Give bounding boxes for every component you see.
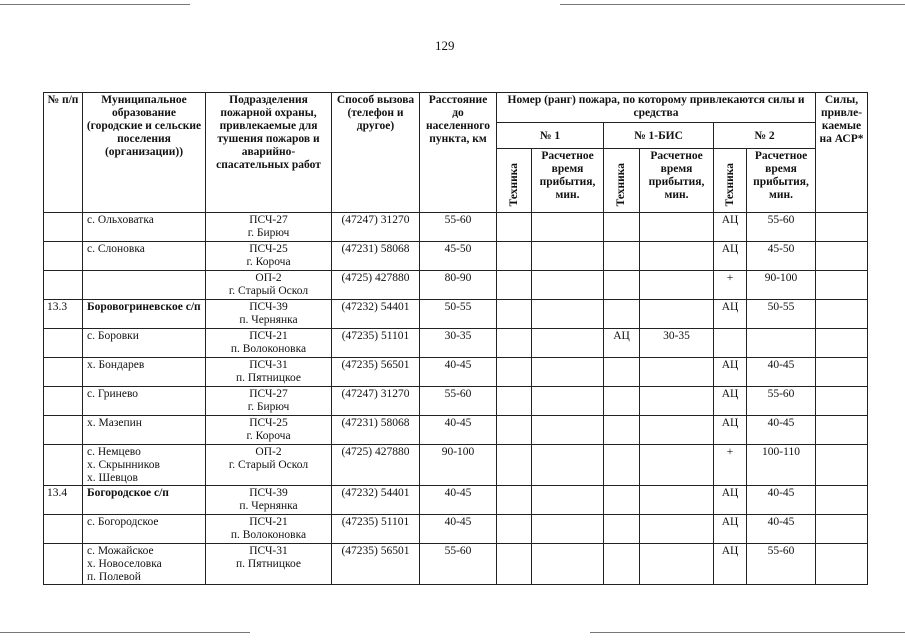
header-fire-number: Номер (ранг) пожара, по которому привлекаются силы и средства xyxy=(497,93,816,123)
row-number xyxy=(44,416,83,445)
asr-cell xyxy=(816,329,868,358)
municipality-cell xyxy=(83,544,206,585)
arrival-n2: 55-60 xyxy=(747,213,816,242)
municipality-name: х. Скрынников xyxy=(87,459,160,471)
distance-cell: 40-45 xyxy=(420,358,497,387)
equipment-n1bis xyxy=(604,515,640,544)
arrival-n1bis xyxy=(640,515,714,544)
unit-location: г. Бирюч xyxy=(247,227,290,239)
unit-name: ПСЧ-21 xyxy=(249,330,288,342)
phone-cell: (47232) 54401 xyxy=(332,486,420,515)
unit-cell xyxy=(206,486,332,515)
header-arrival-1bis: Расчетное время прибытия, мин. xyxy=(640,149,714,213)
phone-cell: (47247) 31270 xyxy=(332,387,420,416)
municipality-name: с. Боровки xyxy=(87,330,139,342)
phone-cell: (4725) 427880 xyxy=(332,271,420,300)
unit-cell xyxy=(206,271,332,300)
equipment-n2: АЦ xyxy=(714,515,747,544)
distance-cell: 50-55 xyxy=(420,300,497,329)
unit-cell xyxy=(206,416,332,445)
unit-cell xyxy=(206,544,332,585)
arrival-n2: 50-55 xyxy=(747,300,816,329)
row-number xyxy=(44,445,83,486)
municipality-name: Богородское с/п xyxy=(87,487,169,499)
equipment-n1bis: АЦ xyxy=(604,329,640,358)
row-number xyxy=(44,544,83,585)
arrival-n1 xyxy=(532,242,604,271)
table-row xyxy=(44,515,868,544)
asr-cell xyxy=(816,271,868,300)
equipment-n1 xyxy=(497,416,532,445)
row-number xyxy=(44,358,83,387)
arrival-n2: 100-110 xyxy=(747,445,816,486)
arrival-n2: 40-45 xyxy=(747,416,816,445)
phone-cell: (47235) 56501 xyxy=(332,544,420,585)
municipality-name: Боровогриневское с/п xyxy=(87,301,201,313)
table-row xyxy=(44,544,868,585)
equipment-n2 xyxy=(714,329,747,358)
municipality-cell xyxy=(83,358,206,387)
unit-name: ПСЧ-27 xyxy=(249,388,288,400)
equipment-n1 xyxy=(497,329,532,358)
unit-name: ПСЧ-21 xyxy=(249,516,288,528)
row-number xyxy=(44,515,83,544)
row-number: 13.3 xyxy=(44,300,83,329)
unit-location: п. Чернянка xyxy=(239,500,298,512)
arrival-n1bis xyxy=(640,416,714,445)
equipment-n1bis xyxy=(604,300,640,329)
table-row xyxy=(44,416,868,445)
arrival-n2: 40-45 xyxy=(747,358,816,387)
unit-cell xyxy=(206,242,332,271)
distance-cell: 55-60 xyxy=(420,213,497,242)
table-row xyxy=(44,271,868,300)
municipality-name: х. Новоселовка xyxy=(87,558,162,570)
municipality-cell xyxy=(83,486,206,515)
top-rule-left xyxy=(0,4,190,5)
unit-location: г. Бирюч xyxy=(247,401,290,413)
equipment-n2: АЦ xyxy=(714,387,747,416)
table-row xyxy=(44,358,868,387)
unit-name: ПСЧ-27 xyxy=(249,214,288,226)
equipment-n1 xyxy=(497,242,532,271)
row-number xyxy=(44,242,83,271)
equipment-n2: АЦ xyxy=(714,242,747,271)
equipment-n1 xyxy=(497,213,532,242)
row-number xyxy=(44,271,83,300)
distance-cell: 55-60 xyxy=(420,544,497,585)
arrival-n1 xyxy=(532,271,604,300)
municipality-name: с. Можайское xyxy=(87,545,154,557)
arrival-n1 xyxy=(532,416,604,445)
equipment-n1 xyxy=(497,544,532,585)
distance-cell: 90-100 xyxy=(420,445,497,486)
municipality-name: с. Слоновка xyxy=(87,243,145,255)
phone-cell: (47231) 58068 xyxy=(332,242,420,271)
header-units: Подразделения пожарной охраны, привлекаемые для тушения пожаров и аварийно-спасательных работ xyxy=(206,93,332,213)
unit-location: п. Пятницкое xyxy=(236,558,301,570)
header-asr: Силы, привле-каемые на АСР* xyxy=(816,93,868,213)
arrival-n1 xyxy=(532,445,604,486)
top-rule-right xyxy=(560,4,905,5)
arrival-n1bis xyxy=(640,387,714,416)
phone-cell: (47231) 58068 xyxy=(332,416,420,445)
equipment-n1bis xyxy=(604,242,640,271)
distance-cell: 40-45 xyxy=(420,486,497,515)
unit-location: п. Чернянка xyxy=(239,314,298,326)
equipment-n2: АЦ xyxy=(714,486,747,515)
municipality-cell xyxy=(83,242,206,271)
unit-location: г. Короча xyxy=(246,430,291,442)
equipment-n1bis xyxy=(604,486,640,515)
arrival-n2: 45-50 xyxy=(747,242,816,271)
asr-cell xyxy=(816,242,868,271)
table-row xyxy=(44,329,868,358)
municipality-cell xyxy=(83,515,206,544)
phone-cell: (47235) 56501 xyxy=(332,358,420,387)
municipality-name: х. Мазепин xyxy=(87,417,142,429)
arrival-n1 xyxy=(532,300,604,329)
header-n1bis: № 1-БИС xyxy=(604,123,714,149)
arrival-n1 xyxy=(532,544,604,585)
unit-name: ОП-2 xyxy=(255,272,282,284)
asr-cell xyxy=(816,300,868,329)
unit-name: ПСЧ-39 xyxy=(249,301,288,313)
municipality-name: х. Шевцов xyxy=(87,472,138,484)
arrival-n2: 40-45 xyxy=(747,515,816,544)
asr-cell xyxy=(816,213,868,242)
arrival-n1bis xyxy=(640,486,714,515)
arrival-n1bis xyxy=(640,213,714,242)
equipment-n1 xyxy=(497,515,532,544)
unit-location: п. Пятницкое xyxy=(236,372,301,384)
unit-name: ПСЧ-39 xyxy=(249,487,288,499)
equipment-n1bis xyxy=(604,445,640,486)
equipment-n1 xyxy=(497,486,532,515)
arrival-n1 xyxy=(532,358,604,387)
arrival-n1 xyxy=(532,213,604,242)
unit-cell xyxy=(206,329,332,358)
equipment-n1bis xyxy=(604,544,640,585)
header-distance: Расстояние до населенного пункта, км xyxy=(420,93,497,213)
asr-cell xyxy=(816,544,868,585)
arrival-n1 xyxy=(532,486,604,515)
arrival-n2: 40-45 xyxy=(747,486,816,515)
asr-cell xyxy=(816,358,868,387)
header-equipment-2: Техника xyxy=(714,149,747,213)
distance-cell: 40-45 xyxy=(420,416,497,445)
phone-cell: (47232) 54401 xyxy=(332,300,420,329)
arrival-n1bis xyxy=(640,358,714,387)
unit-cell xyxy=(206,515,332,544)
arrival-n1 xyxy=(532,387,604,416)
equipment-n1bis xyxy=(604,416,640,445)
equipment-n1 xyxy=(497,358,532,387)
arrival-n1bis xyxy=(640,242,714,271)
distance-cell: 45-50 xyxy=(420,242,497,271)
municipality-cell xyxy=(83,213,206,242)
table-row xyxy=(44,445,868,486)
fire-forces-table xyxy=(43,92,868,585)
distance-cell: 80-90 xyxy=(420,271,497,300)
header-n2: № 2 xyxy=(714,123,816,149)
municipality-name: с. Немцево xyxy=(87,446,141,458)
municipality-cell xyxy=(83,416,206,445)
header-equipment-1bis: Техника xyxy=(604,149,640,213)
unit-cell xyxy=(206,213,332,242)
equipment-n2: АЦ xyxy=(714,213,747,242)
bottom-rule-right xyxy=(590,632,905,633)
unit-cell xyxy=(206,300,332,329)
equipment-n2: АЦ xyxy=(714,416,747,445)
arrival-n2: 55-60 xyxy=(747,544,816,585)
equipment-n2: АЦ xyxy=(714,300,747,329)
table-row xyxy=(44,213,868,242)
header-equipment-1: Техника xyxy=(497,149,532,213)
table-row xyxy=(44,242,868,271)
equipment-n1bis xyxy=(604,271,640,300)
header-arrival-2: Расчетное время прибытия, мин. xyxy=(747,149,816,213)
header-call-method: Способ вызова (телефон и другое) xyxy=(332,93,420,213)
municipality-cell xyxy=(83,445,206,486)
unit-name: ПСЧ-31 xyxy=(249,359,288,371)
unit-location: г. Короча xyxy=(246,256,291,268)
municipality-cell xyxy=(83,329,206,358)
arrival-n2 xyxy=(747,329,816,358)
arrival-n1bis xyxy=(640,300,714,329)
bottom-rule-left xyxy=(0,632,250,633)
row-number xyxy=(44,387,83,416)
equipment-n1 xyxy=(497,300,532,329)
arrival-n1bis: 30-35 xyxy=(640,329,714,358)
municipality-name: с. Богородское xyxy=(87,516,159,528)
arrival-n1 xyxy=(532,515,604,544)
municipality-name: с. Ольховатка xyxy=(87,214,154,226)
unit-location: г. Старый Оскол xyxy=(228,285,309,297)
asr-cell xyxy=(816,445,868,486)
unit-name: ПСЧ-31 xyxy=(249,545,288,557)
distance-cell: 55-60 xyxy=(420,387,497,416)
equipment-n1bis xyxy=(604,358,640,387)
table-row xyxy=(44,300,868,329)
equipment-n2: + xyxy=(714,445,747,486)
arrival-n1bis xyxy=(640,544,714,585)
arrival-n2: 55-60 xyxy=(747,387,816,416)
phone-cell: (47235) 51101 xyxy=(332,515,420,544)
table-row xyxy=(44,486,868,515)
phone-cell: (4725) 427880 xyxy=(332,445,420,486)
municipality-cell xyxy=(83,387,206,416)
row-number xyxy=(44,329,83,358)
row-number xyxy=(44,213,83,242)
phone-cell: (47247) 31270 xyxy=(332,213,420,242)
unit-location: п. Волоконовка xyxy=(230,343,307,355)
distance-cell: 40-45 xyxy=(420,515,497,544)
arrival-n2: 90-100 xyxy=(747,271,816,300)
equipment-n1bis xyxy=(604,213,640,242)
table-row xyxy=(44,387,868,416)
row-number: 13.4 xyxy=(44,486,83,515)
municipality-cell xyxy=(83,271,206,300)
equipment-n1bis xyxy=(604,387,640,416)
header-n1: № 1 xyxy=(497,123,604,149)
unit-name: ПСЧ-25 xyxy=(249,243,288,255)
equipment-n2: + xyxy=(714,271,747,300)
page-number: 129 xyxy=(435,38,455,53)
asr-cell xyxy=(816,416,868,445)
equipment-n2: АЦ xyxy=(714,358,747,387)
unit-name: ОП-2 xyxy=(255,446,282,458)
asr-cell xyxy=(816,515,868,544)
arrival-n1 xyxy=(532,329,604,358)
unit-location: г. Старый Оскол xyxy=(228,459,309,471)
arrival-n1bis xyxy=(640,271,714,300)
municipality-name: п. Полевой xyxy=(87,571,141,583)
unit-name: ПСЧ-25 xyxy=(249,417,288,429)
equipment-n1 xyxy=(497,445,532,486)
unit-cell xyxy=(206,358,332,387)
phone-cell: (47235) 51101 xyxy=(332,329,420,358)
municipality-name: с. Гринево xyxy=(87,388,139,400)
unit-cell xyxy=(206,387,332,416)
unit-cell xyxy=(206,445,332,486)
distance-cell: 30-35 xyxy=(420,329,497,358)
equipment-n1 xyxy=(497,271,532,300)
municipality-name: х. Бондарев xyxy=(87,359,145,371)
asr-cell xyxy=(816,387,868,416)
header-municipality: Муниципальное образование (городские и сельские поселения (организации)) xyxy=(83,93,206,213)
municipality-cell xyxy=(83,300,206,329)
header-arrival-1: Расчетное время прибытия, мин. xyxy=(532,149,604,213)
equipment-n2: АЦ xyxy=(714,544,747,585)
unit-location: п. Волоконовка xyxy=(230,529,307,541)
equipment-n1 xyxy=(497,387,532,416)
header-num: № п/п xyxy=(44,93,83,213)
asr-cell xyxy=(816,486,868,515)
arrival-n1bis xyxy=(640,445,714,486)
